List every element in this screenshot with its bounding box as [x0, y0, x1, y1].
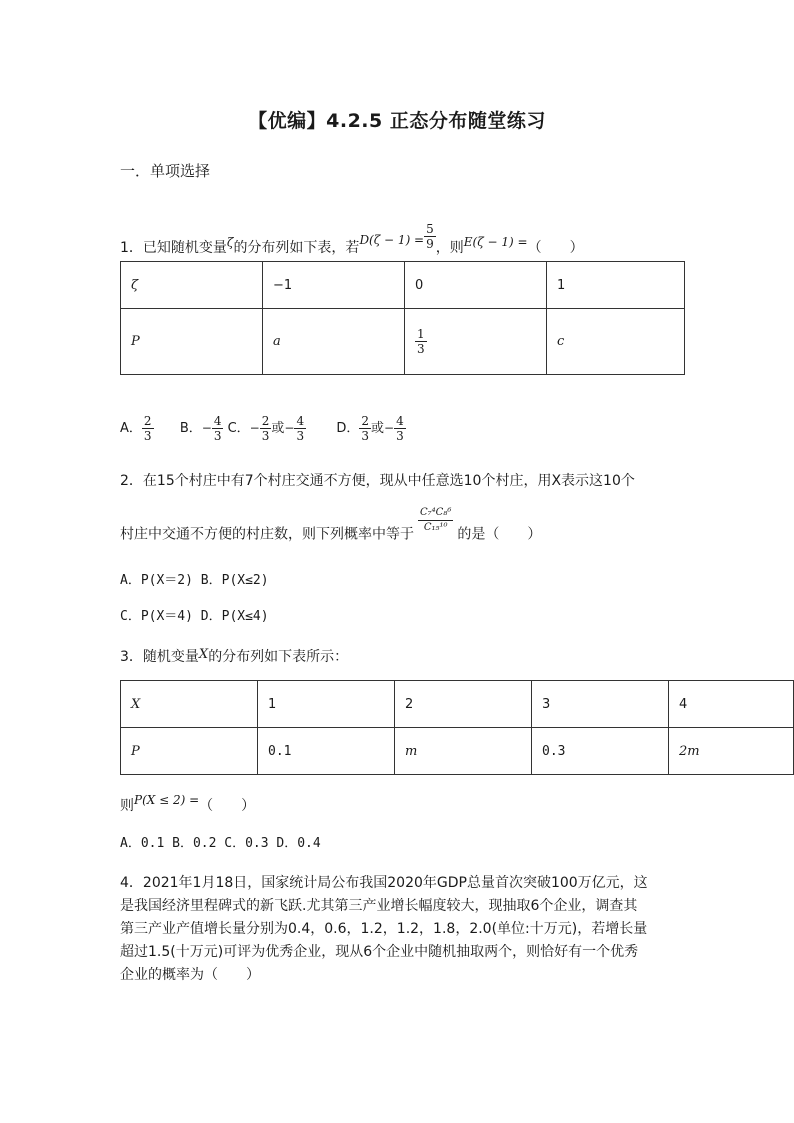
q3-ask-a: 则: [120, 798, 134, 814]
option-label: C．: [227, 421, 250, 436]
table-cell: 2: [395, 681, 532, 728]
table-cell: 1: [547, 262, 685, 309]
table-cell: 4: [669, 681, 794, 728]
q2-options-cd: C．P(X＝4) D．P(X≤4): [120, 609, 269, 624]
question-1-stem: [120, 222, 584, 258]
section-heading: 一．单项选择: [120, 162, 211, 180]
q3-var: X: [198, 647, 209, 662]
q2-options-ab: A．P(X＝2) B．P(X≤2): [120, 573, 269, 588]
q1-option-c: [227, 414, 307, 443]
table-cell: −1: [263, 262, 405, 309]
q1-stem-a: 1．已知随机变量: [120, 240, 227, 256]
sign: −: [249, 421, 260, 435]
table-cell: 2m: [669, 728, 794, 775]
table-cell: c: [547, 309, 685, 375]
frac-num: 4: [213, 414, 222, 428]
frac-den: 3: [143, 429, 152, 443]
q3-ask-expr: P(X ≤ 2) =: [134, 793, 200, 807]
table-cell: P: [121, 728, 258, 775]
table-cell: 3: [532, 681, 669, 728]
frac-den: C₁₅¹⁰: [423, 522, 448, 533]
q1-condition-lhs: D(ζ − 1) =: [359, 233, 425, 247]
or-word: 或: [271, 421, 285, 436]
q1-cond-num: 5: [426, 222, 434, 236]
sign: −: [201, 421, 212, 435]
table-cell: 0.3: [532, 728, 669, 775]
q3-ask-b: （ ）: [199, 798, 256, 814]
table-cell: 0: [405, 262, 547, 309]
table-cell: 0.1: [258, 728, 395, 775]
q2-line2-b: 的是（ ）: [457, 526, 542, 543]
option-fraction: [394, 414, 406, 443]
frac-den: 3: [417, 342, 425, 356]
table-row: [121, 728, 794, 775]
option-fraction: [359, 414, 371, 443]
question-3-ask: [120, 790, 255, 816]
frac-den: 3: [396, 429, 404, 443]
q1-option-d: [336, 414, 405, 443]
table-row: [121, 309, 685, 375]
table-cell: ζ: [121, 262, 263, 309]
or-word: 或: [371, 421, 385, 436]
frac-num: 4: [396, 414, 404, 428]
q4-line: 企业的概率为（ ）: [120, 967, 260, 983]
q2-line2-a: 村庄中交通不方便的村庄数，则下列概率中等于: [120, 526, 414, 543]
q1-distribution-table: [120, 261, 685, 375]
q1-cell-fraction: [415, 327, 427, 356]
frac-num: 2: [143, 414, 152, 428]
q1-paren: （ ）: [527, 240, 584, 256]
question-2-line2: [120, 506, 541, 545]
question-2-line1: 2．在15个村庄中有7个村庄交通不方便，现从中任意选10个村庄，用X表示这10个: [120, 473, 635, 489]
frac-num: 2: [261, 414, 270, 428]
table-row: [121, 262, 685, 309]
q3-stem-a: 3．随机变量: [120, 649, 199, 665]
q1-stem-b: 的分布列如下表，若: [233, 240, 360, 256]
q1-var: ζ: [226, 235, 234, 250]
option-label: B．: [179, 421, 202, 436]
option-label: D．: [336, 421, 360, 436]
option-fraction: [260, 414, 272, 443]
q1-ask: E(ζ − 1) =: [463, 235, 528, 249]
q1-options: [120, 414, 406, 443]
option-fraction: [294, 414, 306, 443]
q1-stem-c: ，则: [435, 240, 464, 256]
frac-num: 4: [296, 414, 305, 428]
frac-den: 3: [261, 429, 270, 443]
table-cell: [405, 309, 547, 375]
q2-fraction: [418, 506, 453, 535]
table-cell: P: [121, 309, 263, 375]
q3-options: A．0.1 B．0.2 C．0.3 D．0.4: [120, 836, 321, 851]
q4-line: 第三产业产值增长量分别为0.4，0.6，1.2，1.2，1.8，2.0(单位:十万元)，若增长量: [120, 921, 648, 937]
frac-den: 3: [361, 429, 370, 443]
q3-stem-b: 的分布列如下表所示：: [208, 649, 349, 665]
table-cell: a: [263, 309, 405, 375]
table-cell: X: [121, 681, 258, 728]
frac-num: 2: [361, 414, 370, 428]
option-label: A．: [120, 421, 142, 436]
question-3-stem: [120, 645, 348, 667]
q4-line: 4．2021年1月18日，国家统计局公布我国2020年GDP总量首次突破100万亿元，这: [120, 875, 648, 891]
question-4: [120, 872, 648, 987]
q1-option-b: [179, 414, 224, 443]
q4-line: 超过1.5(十万元)可评为优秀企业，现从6个企业中随机抽取两个，则恰好有一个优秀: [120, 944, 639, 960]
table-row: [121, 681, 794, 728]
q3-distribution-table: [120, 680, 794, 775]
page-title: 【优编】4.2.5 正态分布随堂练习: [248, 110, 546, 132]
q4-line: 是我国经济里程碑式的新飞跃.尤其第三产业增长幅度较大，现抽取6个企业，调查其: [120, 898, 638, 914]
q1-condition-fraction: [424, 222, 436, 251]
frac-num: 1: [417, 327, 425, 341]
table-cell: m: [395, 728, 532, 775]
q1-option-a: [120, 414, 154, 443]
sign: −: [384, 421, 395, 435]
option-fraction: [142, 414, 154, 443]
sign: −: [284, 421, 295, 435]
frac-num: C₇⁴C₈⁶: [418, 506, 453, 521]
frac-den: 3: [296, 429, 305, 443]
frac-den: 3: [213, 429, 222, 443]
table-cell: 1: [258, 681, 395, 728]
q1-cond-den: 9: [426, 237, 434, 251]
option-fraction: [212, 414, 224, 443]
